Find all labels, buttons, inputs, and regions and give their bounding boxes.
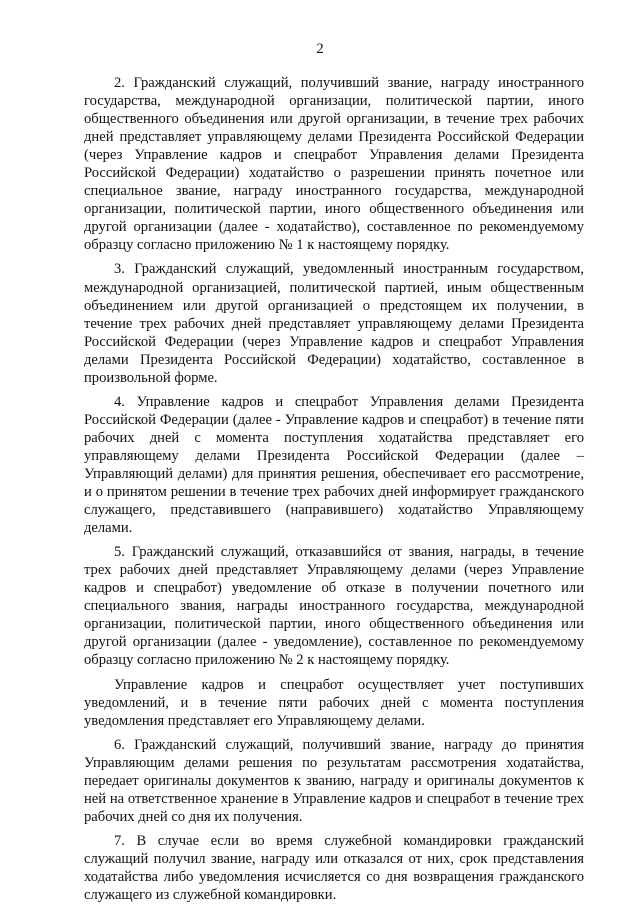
page-number: 2 <box>316 41 324 57</box>
paragraph-6: 6. Гражданский служащий, получивший звание, награду до принятия Управляющим делами решения по результатам рассмотрения ходатайства, передает оригиналы документов к званию, награду и оригиналы документов к ней на ответственное хранение в Управление кадров и спецработ в течение трех рабочих дней со дня их получения. <box>84 736 584 825</box>
paragraph-7: 7. В случае если во время служебной командировки гражданский служащий получил звание, награду или отказался от них, срок представления ходатайства либо уведомления исчисляется со дня возвращения гражданского служащего из служебной командировки. <box>84 832 584 904</box>
paragraph-3: 3. Гражданский служащий, уведомленный иностранным государством, международной организацией, политической партией, иным общественным объединением или другой организацией о предстоящем их получении, в течение трех рабочих дней представляет управляющему делами Президента Российской Федерации (через Управление кадров и спецработ Управления делами Президента Российской Федерации) ходатайство, составленное в произвольной форме. <box>84 261 584 386</box>
paragraph-5-continued: Управление кадров и спецработ осуществляет учет поступивших уведомлений, и в течение пяти рабочих дней с момента поступления уведомления представляет его Управляющему делами. <box>84 676 584 729</box>
paragraph-4: 4. Управление кадров и спецработ Управления делами Президента Российской Федерации (далее - Управление кадров и спецработ) в течение пяти рабочих дней с момента поступления ходатайства представляет его управляющему делами Президента Российской Федерации (далее – Управляющий делами) для принятия решения, обеспечивает его рассмотрение, и о принятом решении в течение трех рабочих дней информирует гражданского служащего, представившего (направившего) ходатайство Управляющему делами. <box>84 393 584 537</box>
paragraph-2: 2. Гражданский служащий, получивший звание, награду иностранного государства, международной организации, политической партии, иного общественного объединения или другой организации, в течение трех рабочих дней представляет управляющему делами Президента Российской Федерации (через Управление кадров и спецработ Управления делами Президента Российской Федерации) ходатайство о разрешении принять почетное или специальное звание, награду иностранного государства, международной организации, политической партии, иного общественного объединения или другой организации (далее - ходатайство), составленное по рекомендуемому образцу согласно приложению № 1 к настоящему порядку. <box>84 75 584 254</box>
paragraph-5: 5. Гражданский служащий, отказавшийся от звания, награды, в течение трех рабочих дней представляет Управляющему делами (через Управление кадров и спецработ) уведомление об отказе в получении почетного или специального звания, награды иностранного государства, международной организации, политической партии, иного общественного объединения или другой организации (далее - уведомление), составленное по рекомендуемому образцу согласно приложению № 2 к настоящему порядку. <box>84 544 584 669</box>
document-body <box>84 74 584 910</box>
